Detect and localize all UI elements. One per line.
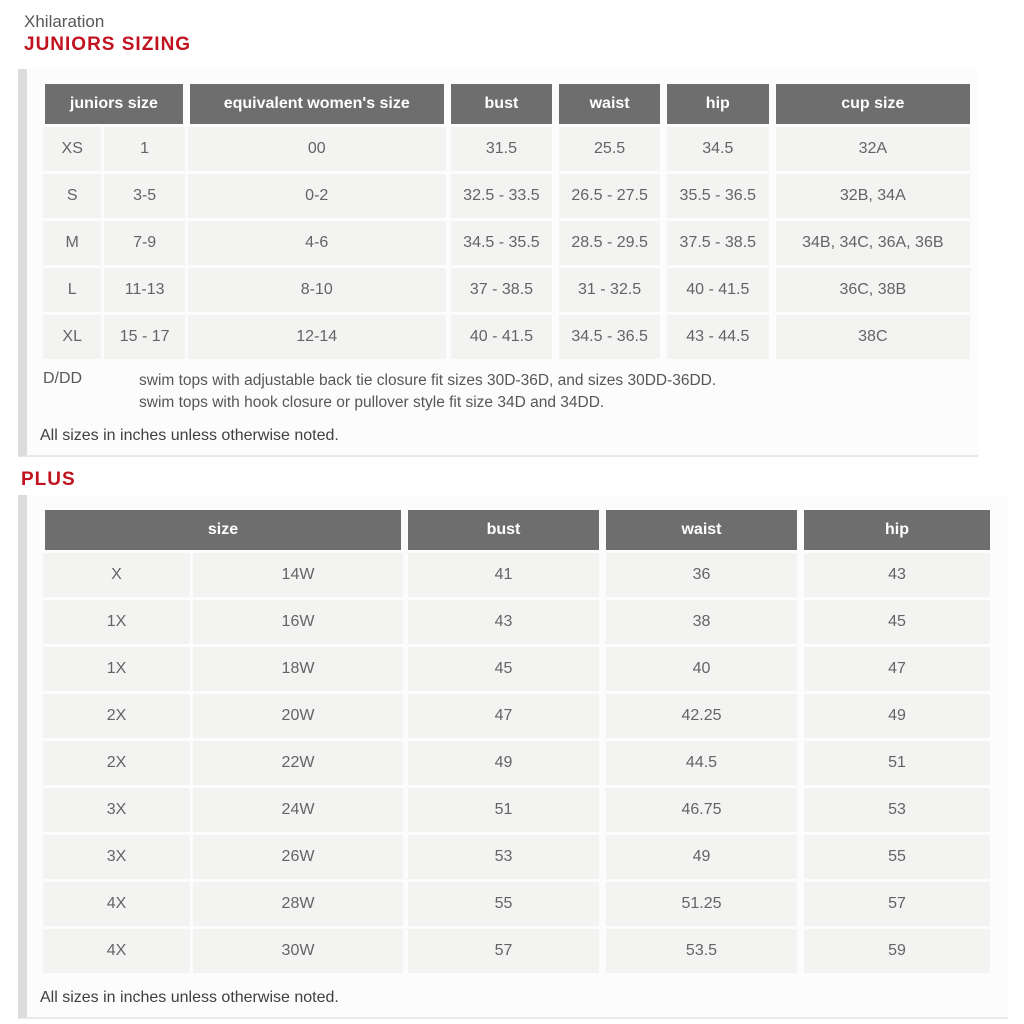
cell-plus-size-w: 14W	[193, 553, 403, 597]
cell-plus-size-w: 18W	[193, 647, 403, 691]
cell-cup-size: 36C, 38B	[774, 268, 972, 312]
cell-plus-size-w: 28W	[193, 882, 403, 926]
cell-cup-size: 34B, 34C, 36A, 36B	[774, 221, 972, 265]
juniors-table-row	[43, 268, 972, 312]
plus-table-row	[43, 835, 992, 879]
cell-bust: 34.5 - 35.5	[449, 221, 555, 265]
plus-table-row	[43, 741, 992, 785]
cell-size-letter: M	[43, 221, 101, 265]
col-header-cup-size: cup size	[774, 84, 972, 124]
cell-bust: 40 - 41.5	[449, 315, 555, 359]
plus-size-table	[40, 507, 995, 976]
cell-plus-hip: 45	[802, 600, 992, 644]
juniors-header-row	[43, 84, 972, 124]
cell-plus-size-letter: 3X	[43, 835, 190, 879]
ddd-line-1: swim tops with adjustable back tie closure fit sizes 30D-36D, and sizes 30DD-36DD.	[139, 372, 717, 389]
cell-size-number: 1	[104, 127, 185, 171]
cell-plus-bust: 45	[406, 647, 601, 691]
cell-womens-size: 0-2	[188, 174, 446, 218]
plus-table-row	[43, 929, 992, 973]
plus-table-row	[43, 553, 992, 597]
col-header-waist: waist	[557, 84, 662, 124]
cell-plus-hip: 57	[802, 882, 992, 926]
cell-plus-hip: 49	[802, 694, 992, 738]
col-header-hip: hip	[665, 84, 771, 124]
plus-table-row	[43, 647, 992, 691]
cell-cup-size: 32A	[774, 127, 972, 171]
cell-plus-waist: 51.25	[604, 882, 799, 926]
cell-waist: 31 - 32.5	[557, 268, 662, 312]
juniors-table-row	[43, 315, 972, 359]
cell-size-number: 3-5	[104, 174, 185, 218]
cell-bust: 31.5	[449, 127, 555, 171]
plus-table-row	[43, 788, 992, 832]
cell-waist: 25.5	[557, 127, 662, 171]
ddd-label: D/DD	[43, 370, 83, 387]
cell-plus-bust: 49	[406, 741, 601, 785]
plus-header-row	[43, 510, 992, 550]
col-header-plus-bust: bust	[406, 510, 601, 550]
cell-plus-waist: 42.25	[604, 694, 799, 738]
cell-plus-size-letter: 4X	[43, 882, 190, 926]
brand-name: Xhilaration	[24, 12, 105, 31]
cell-hip: 40 - 41.5	[665, 268, 771, 312]
cell-waist: 28.5 - 29.5	[557, 221, 662, 265]
cell-plus-size-w: 24W	[193, 788, 403, 832]
cell-size-number: 7-9	[104, 221, 185, 265]
col-header-plus-waist: waist	[604, 510, 799, 550]
col-header-bust: bust	[449, 84, 555, 124]
cell-plus-size-letter: 4X	[43, 929, 190, 973]
plus-section-title: PLUS	[21, 469, 76, 490]
juniors-table-row	[43, 221, 972, 265]
cell-plus-size-letter: 1X	[43, 600, 190, 644]
col-header-womens-size: equivalent women's size	[188, 84, 446, 124]
cell-plus-hip: 55	[802, 835, 992, 879]
cell-plus-size-letter: 2X	[43, 741, 190, 785]
ddd-line-2: swim tops with hook closure or pullover style fit size 34D and 34DD.	[139, 394, 605, 411]
cell-plus-size-letter: 1X	[43, 647, 190, 691]
cell-size-letter: S	[43, 174, 101, 218]
cell-womens-size: 8-10	[188, 268, 446, 312]
juniors-units-note: All sizes in inches unless otherwise noted.	[40, 427, 339, 444]
cell-size-number: 15 - 17	[104, 315, 185, 359]
cell-plus-hip: 51	[802, 741, 992, 785]
cell-plus-bust: 55	[406, 882, 601, 926]
col-header-plus-hip: hip	[802, 510, 992, 550]
cell-plus-size-w: 30W	[193, 929, 403, 973]
cell-plus-waist: 38	[604, 600, 799, 644]
cell-hip: 34.5	[665, 127, 771, 171]
cell-plus-size-w: 22W	[193, 741, 403, 785]
juniors-panel	[18, 69, 978, 457]
juniors-table-body	[43, 127, 972, 359]
col-header-juniors-size: juniors size	[43, 84, 185, 124]
cell-plus-waist: 36	[604, 553, 799, 597]
cell-plus-size-w: 26W	[193, 835, 403, 879]
cell-plus-waist: 44.5	[604, 741, 799, 785]
cell-waist: 34.5 - 36.5	[557, 315, 662, 359]
cell-womens-size: 00	[188, 127, 446, 171]
cell-plus-size-letter: 3X	[43, 788, 190, 832]
plus-units-note: All sizes in inches unless otherwise noted.	[40, 989, 339, 1006]
cell-plus-bust: 53	[406, 835, 601, 879]
cell-plus-bust: 51	[406, 788, 601, 832]
juniors-table-row	[43, 174, 972, 218]
cell-size-number: 11-13	[104, 268, 185, 312]
juniors-size-table	[40, 81, 975, 362]
cell-bust: 37 - 38.5	[449, 268, 555, 312]
cell-hip: 43 - 44.5	[665, 315, 771, 359]
cell-size-letter: XL	[43, 315, 101, 359]
plus-table-row	[43, 600, 992, 644]
cell-womens-size: 4-6	[188, 221, 446, 265]
cell-plus-waist: 46.75	[604, 788, 799, 832]
cell-cup-size: 38C	[774, 315, 972, 359]
cell-plus-size-letter: 2X	[43, 694, 190, 738]
cell-plus-waist: 53.5	[604, 929, 799, 973]
ddd-note-row	[40, 370, 978, 414]
cell-plus-waist: 49	[604, 835, 799, 879]
cell-plus-bust: 41	[406, 553, 601, 597]
juniors-section-title: JUNIORS SIZING	[24, 34, 192, 55]
cell-plus-hip: 47	[802, 647, 992, 691]
cell-plus-waist: 40	[604, 647, 799, 691]
col-header-plus-size: size	[43, 510, 403, 550]
cell-size-letter: XS	[43, 127, 101, 171]
cell-waist: 26.5 - 27.5	[557, 174, 662, 218]
plus-table-row	[43, 694, 992, 738]
plus-table-row	[43, 882, 992, 926]
cell-plus-hip: 43	[802, 553, 992, 597]
cell-plus-bust: 47	[406, 694, 601, 738]
cell-plus-bust: 57	[406, 929, 601, 973]
cell-plus-size-letter: X	[43, 553, 190, 597]
cell-plus-hip: 59	[802, 929, 992, 973]
cell-plus-size-w: 16W	[193, 600, 403, 644]
cell-plus-hip: 53	[802, 788, 992, 832]
cell-plus-bust: 43	[406, 600, 601, 644]
cell-plus-size-w: 20W	[193, 694, 403, 738]
cell-cup-size: 32B, 34A	[774, 174, 972, 218]
document-header	[0, 0, 1024, 56]
cell-hip: 35.5 - 36.5	[665, 174, 771, 218]
plus-table-body	[43, 553, 992, 973]
juniors-table-row	[43, 127, 972, 171]
cell-size-letter: L	[43, 268, 101, 312]
cell-hip: 37.5 - 38.5	[665, 221, 771, 265]
plus-panel	[18, 495, 1008, 1019]
cell-womens-size: 12-14	[188, 315, 446, 359]
ddd-description	[139, 370, 716, 414]
cell-bust: 32.5 - 33.5	[449, 174, 555, 218]
